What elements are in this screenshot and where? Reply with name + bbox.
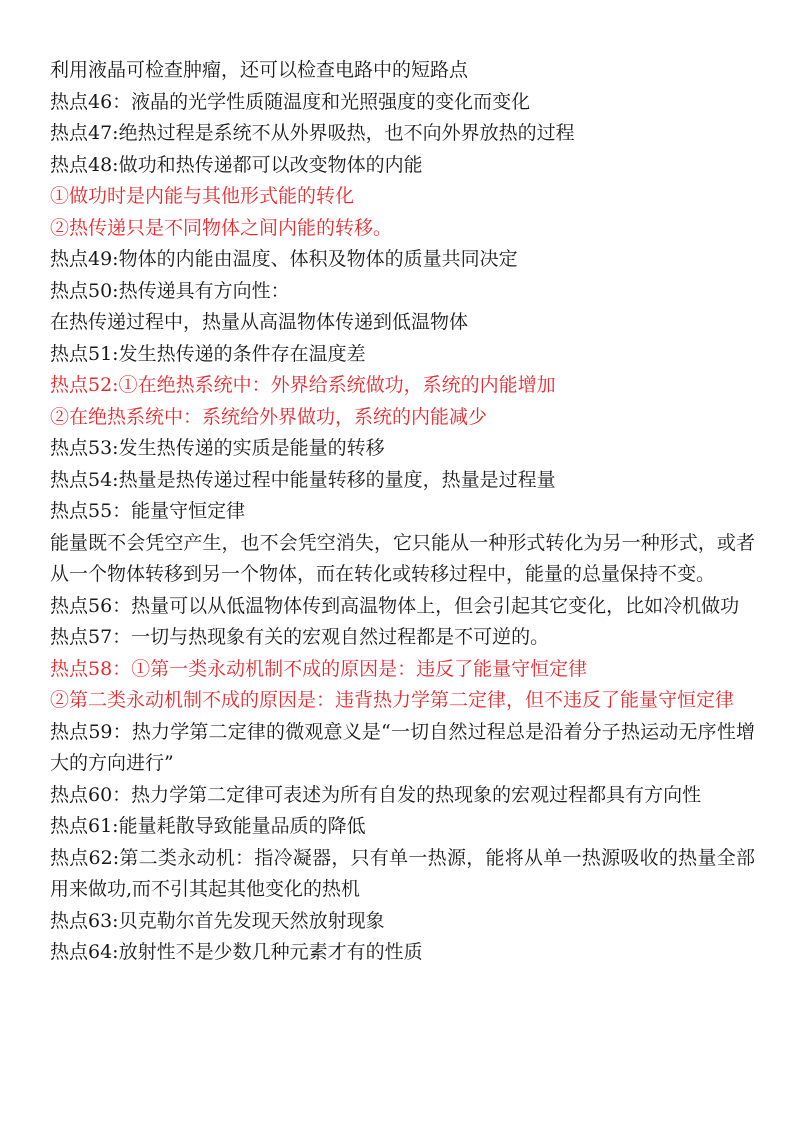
highlighted-text-line: 热点58：①第一类永动机制不成的原因是：违反了能量守恒定律 [50,657,588,680]
text-line: 热点55：能量守恒定律 [50,500,246,522]
highlighted-text-line: ②在绝热系统中：系统给外界做功，系统的内能减少 [50,405,488,428]
text-line: 热点64:放射性不是少数几种元素才有的性质 [50,941,423,963]
text-line: 热点50:热传递具有方向性： [50,279,290,302]
text-line: 热点60：热力学第二定律可表述为所有自发的热现象的宏观过程都具有方向性 [50,783,702,806]
text-line: 热点57：一切与热现象有关的宏观自然过程都是不可逆的。 [50,626,550,648]
highlighted-text-paragraph: ②第二类永动机制不成的原因是：违背热力学第二定律，但不违反了能量守恒定律 [50,689,735,711]
text-line: 热点54:热量是热传递过程中能量转移的量度，热量是过程量 [50,468,556,491]
text-paragraph: 热点56：热量可以从低温物体传到高温物体上，但会引起其它变化，比如冷机做功 [50,594,740,617]
text-line: 热点47:绝热过程是系统不从外界吸热，也不向外界放热的过程 [50,122,575,144]
text-paragraph: 热点62:第二类永动机：指冷凝器，只有单一热源，能将从单一热源吸收的热量全部用来做功,而不引其起其他变化的热机 [50,846,755,900]
document-page [50,55,755,969]
text-line: 热点61:能量耗散导致能量品质的降低 [50,815,366,837]
text-paragraph: 热点59：热力学第二定律的微观意义是“一切自然过程总是沿着分子热运动无序性增大的方向进行” [50,720,755,774]
text-line: 热点48:做功和热传递都可以改变物体的内能 [50,153,423,176]
text-line: 热点53:发生热传递的实质是能量的转移 [50,437,385,459]
highlighted-text-line: ①做功时是内能与其他形式能的转化 [50,185,355,207]
text-paragraph: 能量既不会凭空产生，也不会凭空消失，它只能从一种形式转化为另一种形式，或者从一个物体转移到另一个物体，而在转化或转移过程中，能量的总量保持不变。 [50,531,755,585]
highlighted-text-line: 热点52:①在绝热系统中：外界给系统做功，系统的内能增加 [50,374,556,396]
text-line: 利用液晶可检查肿瘤，还可以检查电路中的短路点 [50,59,469,81]
highlighted-text-line: ②热传递只是不同物体之间内能的转移。 [50,216,393,239]
text-line: 热点49:物体的内能由温度、体积及物体的质量共同决定 [50,248,518,270]
text-line: 在热传递过程中，热量从高温物体传递到低温物体 [50,311,469,333]
text-line: 热点46：液晶的光学性质随温度和光照强度的变化而变化 [50,90,531,113]
text-line: 热点63:贝克勒尔首先发现天然放射现象 [50,909,385,932]
text-line: 热点51:发生热传递的条件存在温度差 [50,342,366,365]
